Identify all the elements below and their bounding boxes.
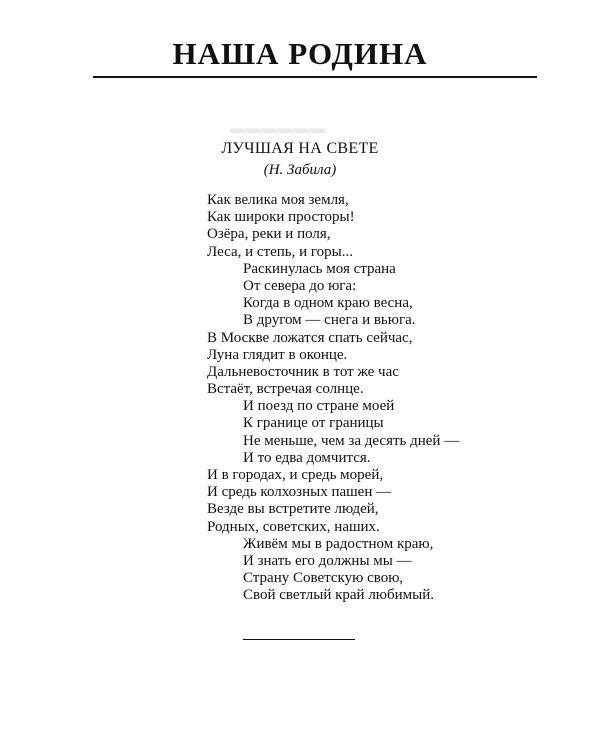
poem-line: И то едва домчится. — [243, 449, 371, 466]
poem-line: Встаёт, встречая солнце. — [207, 381, 364, 398]
poem-line: Озёра, реки и поля, — [207, 226, 331, 243]
poem-title: ЛУЧШАЯ НА СВЕТЕ — [221, 140, 379, 157]
header-divider — [93, 76, 537, 78]
poem-line: От севера до юга: — [243, 277, 357, 294]
bleed-through-shadow: ▬▬▬▬▬▬ — [230, 121, 326, 137]
end-divider — [243, 639, 355, 640]
poem-line: И средь колхозных пашен — — [207, 484, 392, 501]
poem-author: (Н. Забила) — [263, 162, 337, 178]
poem-line: Везде вы встретите людей, — [207, 501, 379, 518]
poem-line: Не меньше, чем за десять дней — — [243, 432, 460, 449]
poem-line: И знать его должны мы — — [243, 552, 412, 569]
poem-line: Страну Советскую свою, — [243, 570, 404, 587]
poem-line: Как велика моя земля, — [207, 192, 349, 208]
poem-line: И поезд по стране моей — [243, 398, 395, 415]
poem-body — [0, 192, 600, 605]
poem-line: Луна глядит в оконце. — [207, 346, 348, 363]
poem-line: В Москве ложатся спать сейчас, — [207, 329, 413, 346]
poem-line: Когда в одном краю весна, — [243, 295, 413, 312]
page-title: НАША РОДИНА — [172, 36, 428, 71]
poem-line: К границе от границы — [243, 415, 384, 432]
poem-line: Леса, и степь, и горы... — [207, 243, 354, 260]
poem-line: Свой светлый край любимый. — [243, 587, 435, 604]
poem-line: И в городах, и средь морей, — [207, 467, 384, 483]
poem-line: В другом — снега и вьюга. — [243, 312, 416, 329]
poem-line: Раскинулась моя страна — [243, 260, 396, 277]
poem-line: Родных, советских, наших. — [207, 518, 380, 535]
poem-line: Как широки просторы! — [207, 209, 355, 226]
poem-line: Живём мы в радостном краю, — [243, 535, 434, 552]
poem-line: Дальневосточник в тот же час — [207, 363, 399, 380]
